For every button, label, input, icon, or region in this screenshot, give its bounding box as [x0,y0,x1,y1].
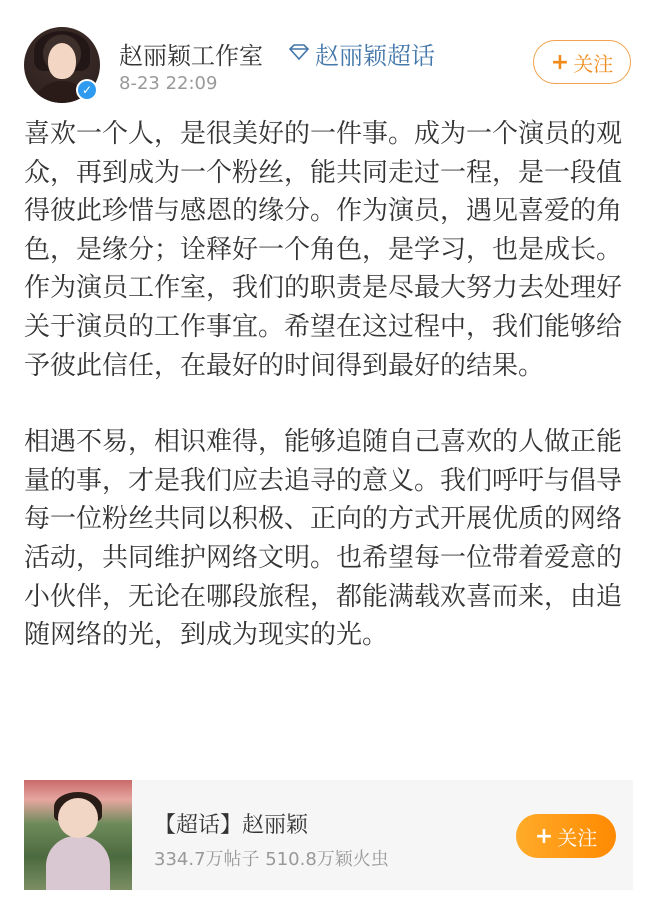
image-figure-face [58,798,98,838]
plus-icon: + [534,823,554,849]
avatar-face [48,43,76,79]
super-topic-card[interactable] [24,780,633,890]
topic-link[interactable]: 赵丽颖超话 [315,42,435,70]
diamond-icon [289,44,309,60]
post-paragraph: 喜欢一个人，是很美好的一件事。成为一个演员的观众，再到成为一个粉丝，能共同走过一程，是一段值得彼此珍惜与感恩的缘分。作为演员，遇见喜爱的角色，是缘分；诠释好一个角色，是学习，也是成长。作为演员工作室，我们的职责是尽最大努力去处理好关于演员的工作事宜。希望在这过程中，我们能够给予彼此信任，在最好的时间得到最好的结果。 [24,119,623,381]
super-topic-follow-label: 关注 [557,825,598,850]
post-content [24,115,634,655]
super-topic-image [24,780,132,890]
author-name[interactable]: 赵丽颖工作室 [119,42,263,70]
super-topic-title: 【超话】赵丽颖 [154,813,309,838]
post-timestamp: 8-23 22:09 [119,73,218,94]
post-header [0,0,655,115]
verified-badge-icon [76,79,98,101]
follow-button-label: 关注 [573,51,614,76]
plus-icon: + [550,49,570,75]
super-topic-stats: 334.7万帖子 510.8万颖火虫 [154,849,389,870]
follow-button[interactable] [533,40,631,84]
super-topic-follow-button[interactable] [516,814,616,858]
post-paragraph: 相遇不易，相识难得，能够追随自己喜欢的人做正能量的事，才是我们应去追寻的意义。我们呼吁与倡导每一位粉丝共同以积极、正向的方式开展优质的网络活动，共同维护网络文明。也希望每一位带着爱意的小伙伴，无论在哪段旅程，都能满载欢喜而来，由追随网络的光，到成为现实的光。 [24,427,623,651]
image-figure-dress [46,836,110,890]
verified-check-icon: ✓ [78,81,96,99]
